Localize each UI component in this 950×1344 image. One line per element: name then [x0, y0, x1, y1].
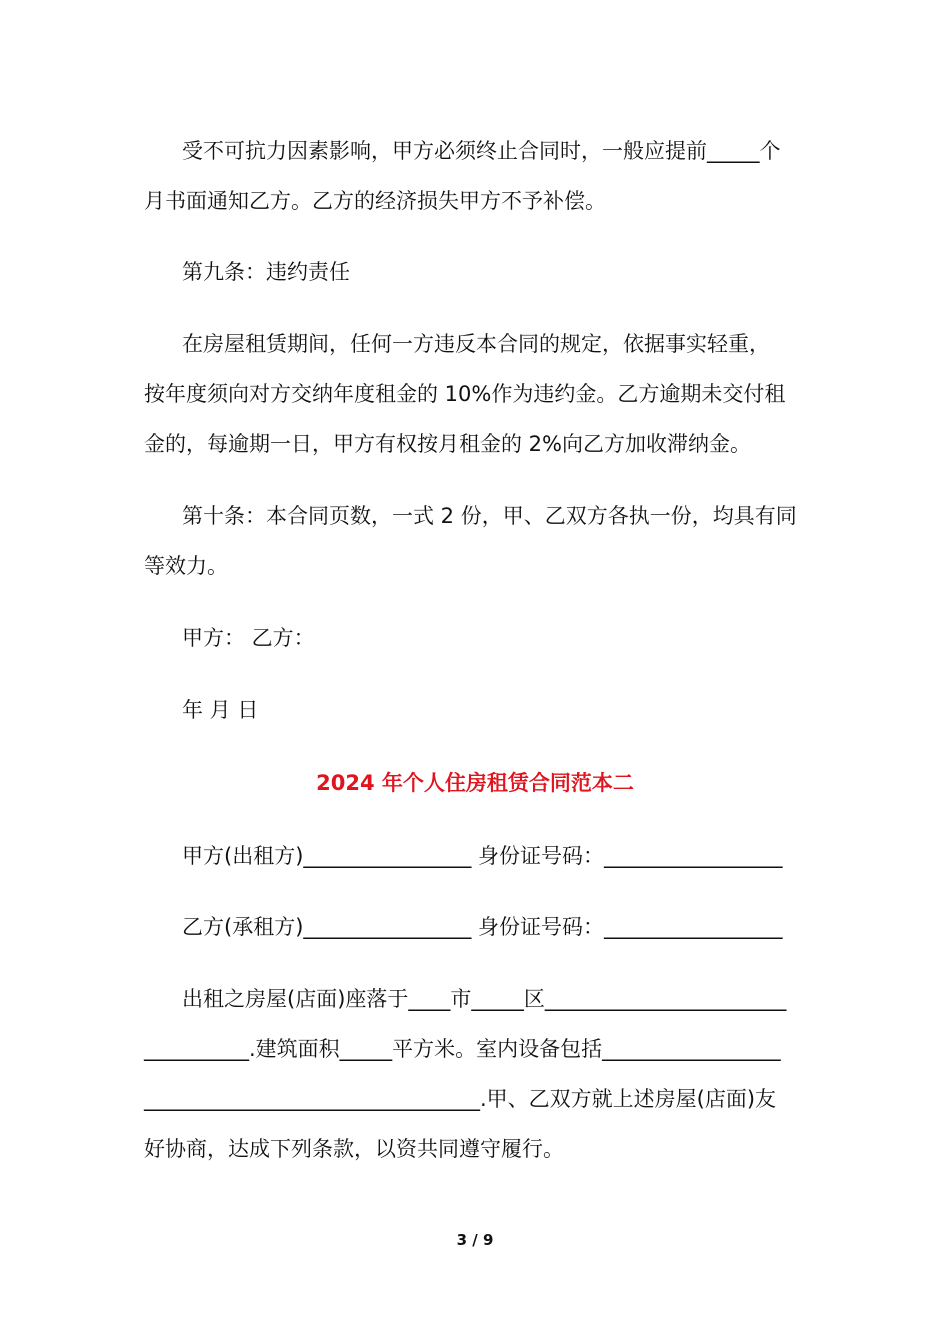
heading-text: 第九条：违约责任 — [182, 260, 350, 284]
paragraph-line: 受不可抗力因素影响，甲方必须终止合同时，一般应提前_____个 — [182, 139, 781, 163]
paragraph-line: 第十条：本合同页数，一式 2 份，甲、乙双方各执一份，均具有同 — [182, 504, 797, 528]
date-text: 年 月 日 — [182, 698, 259, 722]
paragraph-line: 等效力。 — [144, 554, 228, 578]
party-a-text: 甲方(出租方)________________ 身份证号码：_________________ — [182, 844, 783, 868]
signature-line — [144, 613, 816, 663]
paragraph-line: __________.建筑面积_____平方米。室内设备包括_________________ — [144, 1037, 781, 1061]
section-title: 2024 年个人住房租赁合同范本二 — [316, 771, 634, 795]
article-9-heading — [144, 247, 816, 297]
party-b-line — [144, 902, 816, 952]
paragraph-line: ________________________________.甲、乙双方就上述房屋(店面)友 — [144, 1087, 777, 1111]
paragraph-line: 月书面通知乙方。乙方的经济损失甲方不予补偿。 — [144, 189, 606, 213]
paragraph-line: 在房屋租赁期间，任何一方违反本合同的规定，依据事实轻重， — [182, 332, 770, 356]
signature-text: 甲方： 乙方： — [182, 626, 315, 650]
paragraph-property — [144, 974, 816, 1174]
paragraph-breach — [144, 319, 816, 469]
page-indicator: 3 / 9 — [456, 1231, 494, 1249]
paragraph-force-majeure — [144, 126, 816, 226]
party-b-text: 乙方(承租方)________________ 身份证号码：_________________ — [182, 915, 783, 939]
paragraph-line: 好协商，达成下列条款，以资共同遵守履行。 — [144, 1137, 564, 1161]
article-10-paragraph — [144, 491, 816, 591]
paragraph-line: 按年度须向对方交纳年度租金的 10%作为违约金。乙方逾期未交付租 — [144, 382, 786, 406]
date-line — [144, 685, 816, 735]
paragraph-line: 出租之房屋(店面)座落于____市_____区_______________________ — [182, 987, 787, 1011]
party-a-line — [144, 831, 816, 881]
paragraph-line: 金的，每逾期一日，甲方有权按月租金的 2%向乙方加收滞纳金。 — [144, 432, 751, 456]
